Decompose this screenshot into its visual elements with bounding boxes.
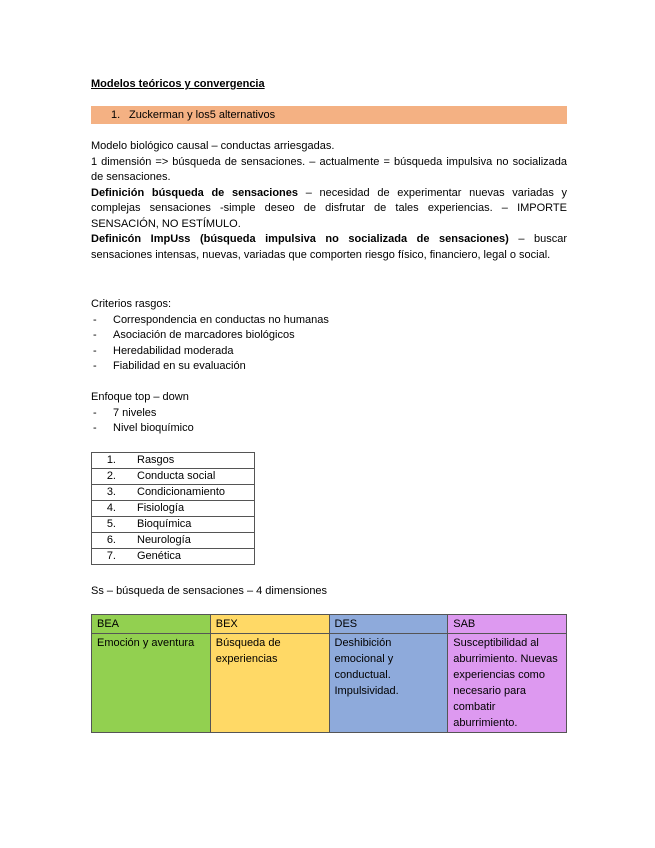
table-row: 4. Fisiología — [92, 501, 255, 517]
section-number: 1. — [111, 109, 121, 121]
bullet-dash: - — [93, 344, 97, 357]
dimension-code: SAB — [448, 615, 567, 634]
list-item: - Asociación de marcadores biológicos — [91, 328, 567, 344]
table-row: 3. Condicionamiento — [92, 485, 255, 501]
dimensions-heading: Ss – búsqueda de sensaciones – 4 dimensiones — [91, 585, 328, 597]
table-row: 2. Conducta social — [92, 469, 255, 485]
list-item: - 7 niveles — [91, 406, 567, 422]
dimension-description: Emoción y aventura — [92, 634, 211, 733]
table-row: 6. Neurología — [92, 533, 255, 549]
criteria-label: Criterios rasgos: — [91, 298, 172, 310]
approach-label: Enfoque top – down — [91, 391, 189, 403]
dimension-code: DES — [329, 615, 448, 634]
bullet-dash: - — [93, 360, 97, 372]
section-heading — [91, 106, 567, 124]
levels-table — [91, 452, 255, 565]
definition-text: – buscar sensaciones intensas, nuevas, variadas que comporten riesgo físico, financiero, legal o social. — [91, 233, 568, 261]
level-label: Fisiología — [137, 502, 185, 514]
bullet-dash: - — [93, 329, 97, 341]
dimensions-table — [91, 614, 567, 733]
intro-line: Modelo biológico causal – conductas arriesgadas. — [91, 140, 335, 152]
dimension-description: Deshibición emocional y conductual. Impulsividad. — [329, 634, 448, 733]
list-item: - Nivel bioquímico — [91, 421, 567, 437]
list-item: - Heredabilidad moderada — [91, 344, 567, 360]
list-item: - Correspondencia en conductas no humanas — [91, 313, 567, 329]
intro-line: 1 dimensión => búsqueda de sensaciones. – actualmente = búsqueda impulsiva no socializada de sensaciones. — [91, 155, 567, 183]
table-row: 1. Rasgos — [92, 453, 255, 469]
dimension-description: Susceptibilidad al aburrimiento. Nuevas experiencias como necesario para combatir aburrimiento. — [448, 634, 567, 733]
criteria-list — [91, 297, 567, 375]
table-row — [92, 634, 567, 733]
level-label: Conducta social — [137, 470, 216, 482]
definition-impuss — [91, 232, 567, 263]
level-label: Condicionamiento — [137, 486, 226, 498]
level-label: Neurología — [137, 534, 191, 546]
definition-term: Definicón ImpUss (búsqueda impulsiva no socializada de sensaciones) — [91, 233, 509, 245]
table-row: 7. Genética — [92, 549, 255, 565]
level-label: Bioquímica — [137, 518, 192, 530]
intro-text — [91, 139, 567, 263]
definition-term: Definición búsqueda de sensaciones — [91, 186, 299, 199]
definition-sensation-seeking — [91, 186, 567, 233]
table-header-row — [92, 615, 567, 634]
approach-list — [91, 390, 567, 437]
level-label: Genética — [137, 550, 182, 562]
bullet-dash: - — [93, 406, 97, 419]
dimension-description: Búsqueda de experiencias — [210, 634, 329, 733]
level-label: Rasgos — [137, 454, 175, 466]
dimension-code: BEX — [210, 615, 329, 634]
list-item: - Fiabilidad en su evaluación — [91, 359, 567, 375]
table-row: 5. Bioquímica — [92, 517, 255, 533]
bullet-dash: - — [93, 313, 97, 326]
section-label: Zuckerman y los5 alternativos — [129, 109, 276, 121]
definition-text: – necesidad de experimentar nuevas variadas y complejas sensaciones -simple deseo de disfrutar de tales experiencias. – IMPORTE SENSACIÓN, NO ESTÍMULO. — [91, 186, 568, 230]
dimension-code: BEA — [92, 615, 211, 634]
bullet-dash: - — [93, 422, 97, 434]
document-title: Modelos teóricos y convergencia — [91, 78, 265, 90]
